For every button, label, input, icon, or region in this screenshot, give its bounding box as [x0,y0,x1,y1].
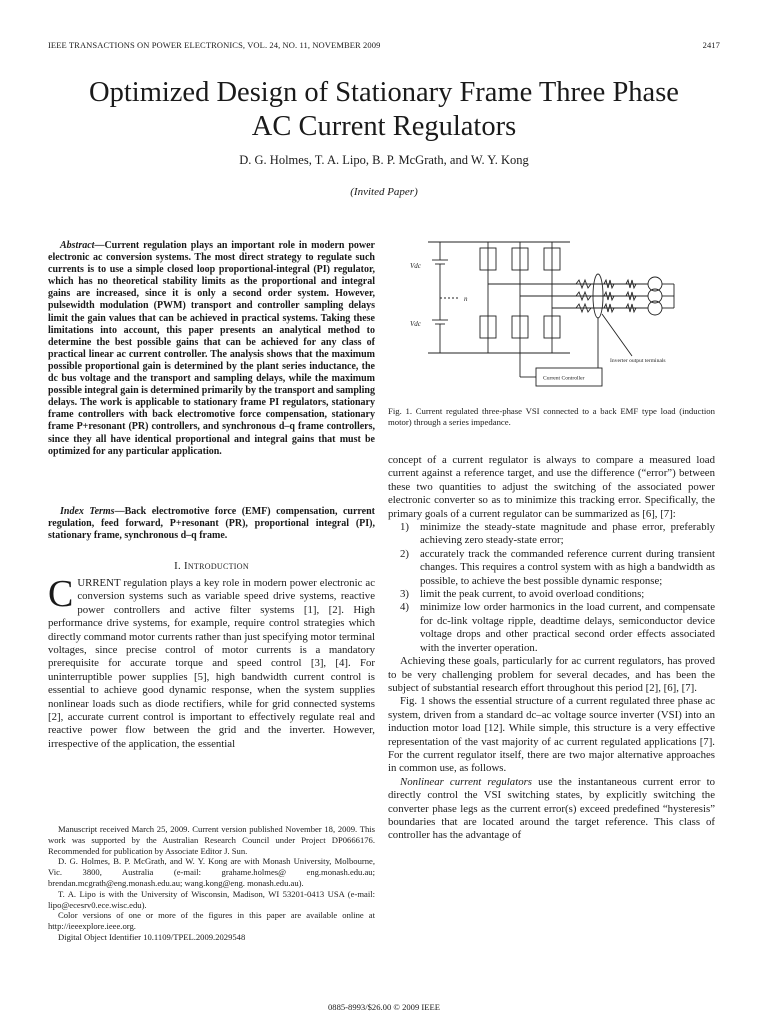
list-item [388,601,715,655]
footnote-affiliation-wisconsin: T. A. Lipo is with the University of Wisconsin, Madison, WI 53201-0413 USA (e-mail: lipo@ecesrv0.ece.wisc.edu). [48,888,375,910]
introduction-paragraph [48,573,375,751]
copyright-footer: 0885-8993/$26.00 © 2009 IEEE [327,1002,441,1012]
label-neutral-n: n [464,295,468,303]
drop-cap: C [48,573,74,615]
paragraph-nonlinear-regulators [388,776,715,843]
footnote-affiliation-monash: D. G. Holmes, B. P. McGrath, and W. Y. Kong are with Monash University, Molbourne, Vic. 3800, Australia (e-mail: grahame.holmes@ eng.monash.edu.au; brendan.mcgrath@eng.monash.edu.au; wang.kong@eng. monash.edu.au). [48,856,375,888]
label-inverter-output-terminals: Inverter output terminals [610,358,666,364]
list-item-text: accurately track the commanded reference current during transient changes. This requires a control system with as high a bandwidth as possible, to achieve the best possible dynamic response; [420,547,715,587]
page-number: 2417 [702,40,720,50]
introduction-text: URRENT regulation plays a key role in modern power electronic ac conversion systems such as variable speed drive systems, reactive power controllers and active filter systems [1], [2]. High performance drive systems, for example, require control strategies which directly command motor currents rather than just specifying motor terminal voltages, since precise control of motor currents is a mandatory prerequisite for accurate torque and speed control [3], [4]. For uninterruptible power supplies [5], high bandwidth current control is essential to achieve good dynamic response, when the system supplies nonlinear loads such as diode rectifiers, while for grid connected systems [2], accurate current control is important to effectively regulate real and reactive power flow between the grid and the inverter. However, irrespective of the application, the essential [48,577,375,750]
label-vdc-lower: Vdc [410,320,421,328]
list-item [388,521,715,548]
title-line-1: Optimized Design of Stationary Frame Three Phase [89,77,679,108]
label-current-controller: Current Controller [543,375,585,382]
footnotes [48,824,375,943]
paragraph-achieving-goals: Achieving these goals, particularly for ac current regulators, has proved to be very challenging problem for several decades, and has been the subject of substantial research effort throughout this period [2], [6], [7]. [388,655,715,694]
index-terms-text: —Back electromotive force (EMF) compensation, current regulation, feed forward, P+resonant (PR), proportional integral (PI), stationary frame, synchronous d–q frame. [48,506,375,542]
list-item-number: 2) [400,547,409,560]
title-line-2: AC Current Regulators [251,111,517,142]
paragraph-fig1-description: Fig. 1 shows the essential structure of a current regulated three phase ac system, driven from a standard dc–ac voltage source inverter (VSI) into an induction motor load [12]. While simple, this structure is a very effective representation of the vast majority of ac current regulated applications [7]. For the current regulator itself, there are two major alternative approaches in common use, as follows. [388,695,715,775]
nonlinear-regulators-text: use the instantaneous current error to directly control the VSI switching states, by explicitly switching the converter phase legs as the current error(s) exceed predefined “hysteresis” boundaries that are located around the target reference. This class of controller has the advantage of [388,775,715,842]
author-list: D. G. Holmes, T. A. Lipo, B. P. McGrath, and W. Y. Kong [239,153,529,167]
list-item [388,548,715,588]
label-vdc-upper: Vdc [410,262,421,270]
section-heading-introduction: I. Introduction [174,560,249,572]
footnote-manuscript: Manuscript received March 25, 2009. Current version published November 18, 2009. This work was supported by the Australian Research Council under Project DP0666176. Recommended for publication by Associate Editor J. Sun. [48,824,375,856]
abstract [48,240,375,458]
running-header: IEEE TRANSACTIONS ON POWER ELECTRONICS, VOL. 24, NO. 11, NOVEMBER 2009 [48,40,381,50]
figure-1-caption: Fig. 1. Current regulated three-phase VSI connected to a back EMF type load (induction motor) through a series impedance. [388,406,715,427]
footnote-doi: Digital Object Identifier 10.1109/TPEL.2009.2029548 [58,931,246,942]
invited-paper-note: (Invited Paper) [350,186,418,198]
list-item-text: minimize low order harmonics in the load current, and compensate for dc-link voltage ripple, deadtime delays, semiconductor device voltage drops and other practical second order effects associated with the inverter operation. [420,601,715,654]
list-item-number: 1) [400,521,409,534]
list-item-number: 4) [400,601,409,614]
abstract-text: —Current regulation plays an important role in modern power electronic ac conversion systems. The most direct strategy to regulate such currents is to use a simple closed loop proportional-integral (PI) regulator, which has no theoretical stability limits as the proportional and integral gains are increased, since it is only a second order system. However, pulsewidth modulation (PWM) transport and controller sampling delays limit the gain values that can be achieved in practical systems. Taking these limitations into account, this paper presents an analytical method to determine the best possible gains that can be achieved for any class of practical linear ac current controller. The analysis shows that the maximum possible proportional gain is determined by the plant series inductance, the dc bus voltage and the transport and sampling delays, while the maximum possible integral gain is determined primarily by the transport and sampling delays. The work is applicable to stationary frame PI regulators, stationary frame controllers with back electromotive force compensation, stationary frame P+resonant (PR) controllers, and synchronous d–q frame controllers, since they all have identical proportional and integral gains that must be optimized for any particular application. [48,240,375,457]
paper-title [40,76,728,144]
figure-1-circuit-diagram [400,228,700,400]
list-item-text: minimize the steady-state magnitude and phase error, preferably achieving zero steady-state error; [420,521,715,547]
footnote-color-versions: Color versions of one or more of the figures in this paper are available online at http://ieeexplore.ieee.org. [48,910,375,932]
list-item-text: limit the peak current, to avoid overload conditions; [420,588,645,601]
right-column-text [388,454,715,843]
list-item [388,588,715,601]
list-item-number: 3) [400,588,409,601]
index-terms-label: Index Terms [60,506,115,517]
paragraph-current-regulator-concept: concept of a current regulator is always to compare a measured load current against a reference target, and use the difference (“error”) between these two quantities to adjust the switching of the associated power electronic converter so as to minimize this tracking error. Specifically, the primary goals of a current regulator can be summarized as [6], [7]: [388,454,715,520]
abstract-label: Abstract [60,240,95,251]
index-terms [48,506,375,542]
regulator-goals-list [388,521,715,655]
nonlinear-regulators-term: Nonlinear current regulators [400,775,532,788]
